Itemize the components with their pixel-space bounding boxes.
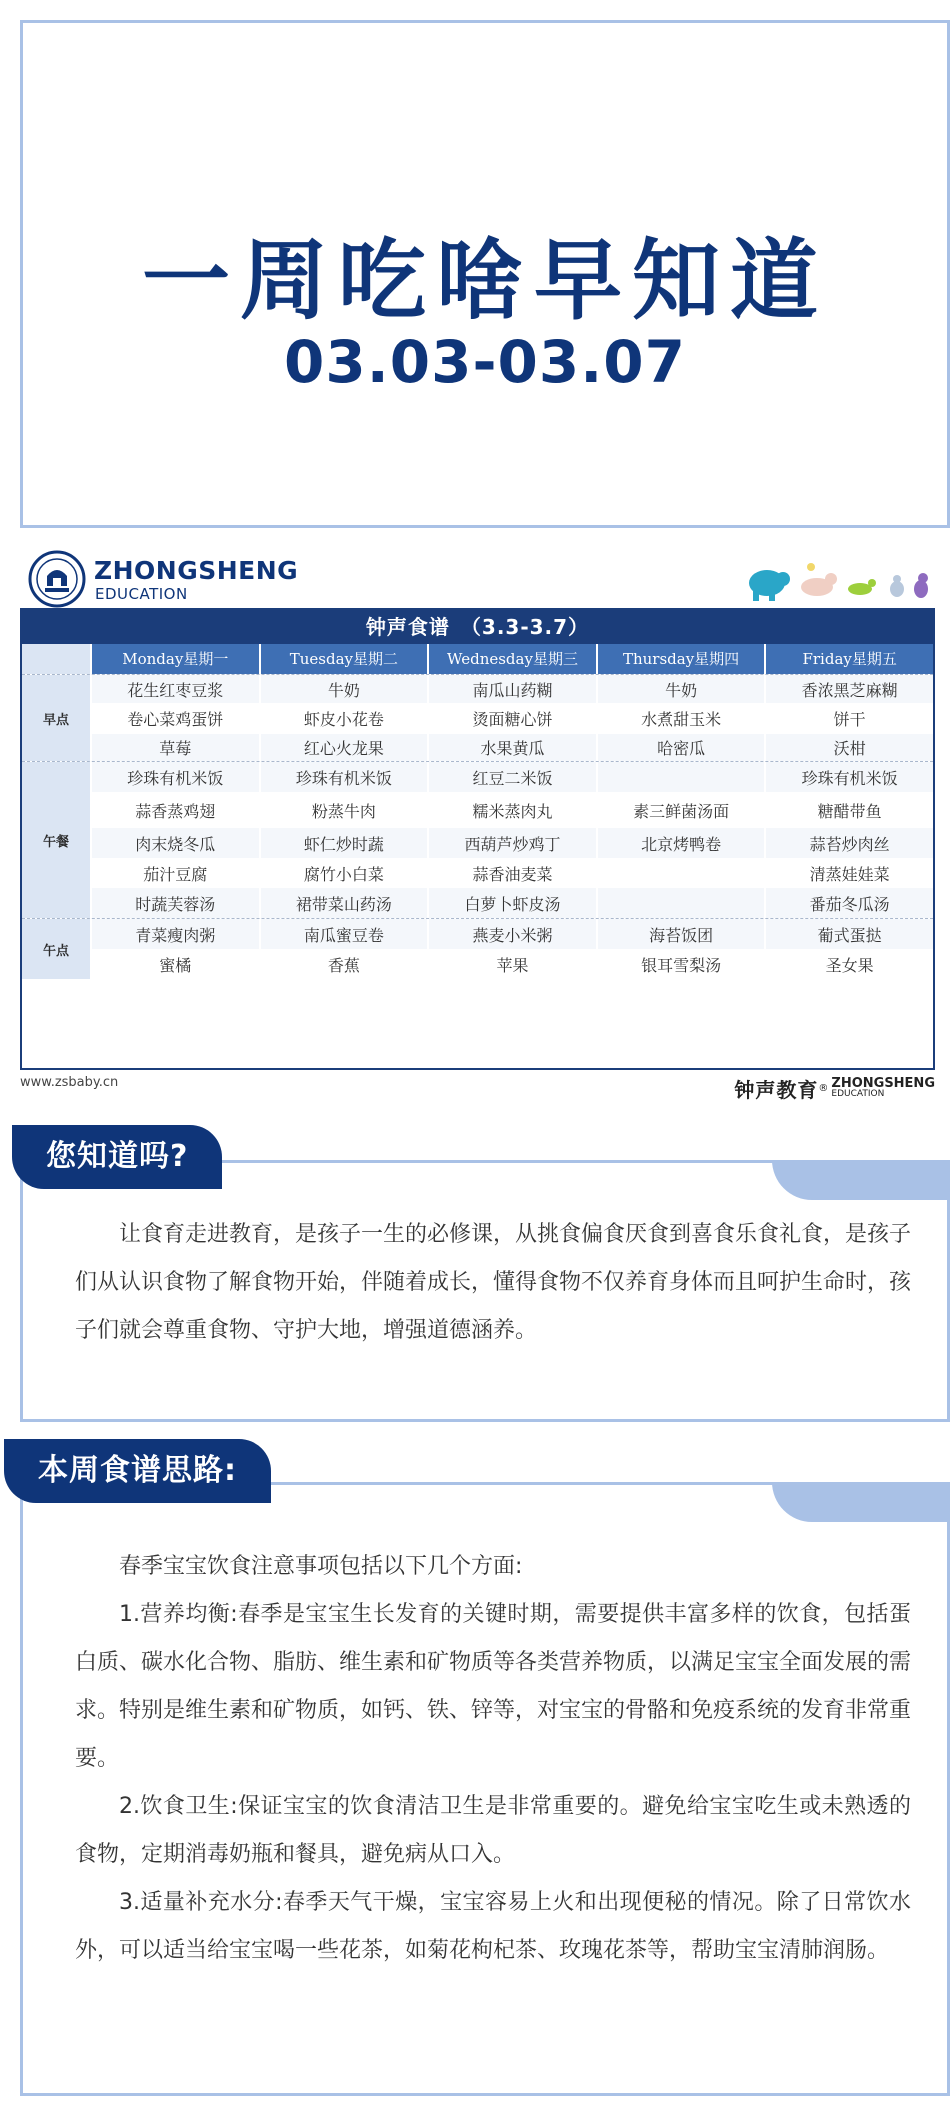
menu-cell: 红心火龙果 [259,734,428,761]
menu-cell: 香蕉 [259,949,428,979]
menu-cell: 蜜橘 [90,949,259,979]
day-header: Wednesday星期三 [427,644,596,674]
menu-cell: 花生红枣豆浆 [90,675,259,703]
day-header: Monday星期一 [90,644,259,674]
menu-cell: 虾皮小花卷 [259,703,428,734]
menu-cell: 腐竹小白菜 [259,858,428,888]
menu-cell: 肉末烧冬瓜 [90,828,259,858]
menu-cell: 水果黄瓜 [427,734,596,761]
menu-cell: 粉蒸牛肉 [259,792,428,828]
menu-cell: 白萝卜虾皮汤 [427,888,596,918]
meal-section [22,761,933,918]
menu-cell: 糖醋带鱼 [764,792,933,828]
brand-cn: 钟声教育 [734,1077,819,1102]
meal-label: 早点 [22,675,90,761]
menu-cell: 时蔬芙蓉汤 [90,888,259,918]
menu-cell: 南瓜山药糊 [427,675,596,703]
menu-cell: 蒜香油麦菜 [427,858,596,888]
menu-cell: 燕麦小米粥 [427,919,596,949]
table-row [90,888,933,918]
menu-cell: 糯米蒸肉丸 [427,792,596,828]
menu-cell: 北京烤鸭卷 [596,828,765,858]
menu-cell: 茄汁豆腐 [90,858,259,888]
footer-brand [734,1073,935,1103]
table-row [90,919,933,949]
menu-idea-box [20,1482,950,2096]
menu-cell: 葡式蛋挞 [764,919,933,949]
logo-strip [20,548,935,608]
did-you-know-text-block [75,1211,911,1355]
brand-en-sub: EDUCATION [831,1089,885,1099]
table-row [90,703,933,734]
menu-cell: 水煮甜玉米 [596,703,765,734]
menu-cell: 蒜苔炒肉丝 [764,828,933,858]
menu-body [22,674,933,979]
menu-cell: 圣女果 [764,949,933,979]
did-you-know-heading: 您知道吗? [12,1125,222,1189]
day-header: Thursday星期四 [596,644,765,674]
table-row [90,734,933,761]
menu-cell: 红豆二米饭 [427,762,596,792]
menu-cell: 素三鲜菌汤面 [596,792,765,828]
table-row [90,792,933,828]
menu-cell: 烫面糖心饼 [427,703,596,734]
table-row [90,675,933,703]
menu-cell [596,858,765,888]
page-title: 一周吃啥早知道 [141,229,828,332]
school-emblem-icon [28,550,86,608]
menu-cell: 草莓 [90,734,259,761]
menu-cell: 青菜瘦肉粥 [90,919,259,949]
menu-cell: 海苔饭团 [596,919,765,949]
menu-cell: 虾仁炒时蔬 [259,828,428,858]
date-range: 03.03-03.07 [284,328,686,396]
menu-cell: 珍珠有机米饭 [90,762,259,792]
menu-idea-point: 3.适量补充水分:春季天气干燥，宝宝容易上火和出现便秘的情况。除了日常饮水外，可以适当给宝宝喝一些花茶，如菊花枸杞茶、玫瑰花茶等，帮助宝宝清肺润肠。 [75,1890,911,1963]
menu-day-header [22,644,933,674]
table-row [90,858,933,888]
menu-cell: 饼干 [764,703,933,734]
meal-grid [90,675,933,761]
menu-cell: 珍珠有机米饭 [259,762,428,792]
menu-idea-heading: 本周食谱思路: [4,1439,271,1503]
menu-cell: 哈密瓜 [596,734,765,761]
menu-cell [596,888,765,918]
website-url: www.zsbaby.cn [20,1075,119,1090]
menu-cell: 西葫芦炒鸡丁 [427,828,596,858]
table-row [90,828,933,858]
menu-cell: 香浓黑芝麻糊 [764,675,933,703]
meal-section [22,674,933,761]
menu-cell: 裙带菜山药汤 [259,888,428,918]
menu-cell: 番茄冬瓜汤 [764,888,933,918]
corner-decoration [772,1482,950,1522]
menu-cell: 蒜香蒸鸡翅 [90,792,259,828]
brand-name: ZHONGSHENG [94,556,299,585]
menu-table [20,608,935,1070]
menu-cell: 银耳雪梨汤 [596,949,765,979]
meal-section [22,918,933,979]
corner-decoration [772,1160,950,1200]
meal-label: 午点 [22,919,90,979]
registered-mark: ® [818,1082,829,1094]
hero-card [20,20,950,528]
brand-subtitle: EDUCATION [95,585,188,603]
menu-idea-point: 2.饮食卫生:保证宝宝的饮食清洁卫生是非常重要的。避免给宝宝吃生或未熟透的食物，定期消毒奶瓶和餐具，避免病从口入。 [75,1794,911,1867]
menu-cell: 南瓜蜜豆卷 [259,919,428,949]
menu-cell: 牛奶 [259,675,428,703]
brand-en: ZHONGSHENG [831,1076,935,1091]
menu-idea-intro: 春季宝宝饮食注意事项包括以下几个方面: [119,1554,523,1579]
menu-cell: 苹果 [427,949,596,979]
did-you-know-text: 让食育走进教育，是孩子一生的必修课，从挑食偏食厌食到喜食乐食礼食，是孩子们从认识食物了解食物开始，伴随着成长，懂得食物不仅养育身体而且呵护生命时，孩子们就会尊重食物、守护大地，增强道德涵养。 [75,1222,912,1343]
menu-idea-point: 1.营养均衡:春季是宝宝生长发育的关键时期，需要提供丰富多样的饮食，包括蛋白质、碳水化合物、脂肪、维生素和矿物质等各类营养物质，以满足宝宝全面发展的需求。特别是维生素和矿物质，如钙、铁、锌等，对宝宝的骨骼和免疫系统的发育非常重要。 [75,1602,912,1771]
menu-cell: 沃柑 [764,734,933,761]
menu-cell: 珍珠有机米饭 [764,762,933,792]
header-corner [22,644,90,674]
did-you-know-box [20,1160,950,1422]
menu-title: 钟声食谱 （3.3-3.7） [22,610,933,644]
meal-grid [90,762,933,918]
menu-cell: 清蒸娃娃菜 [764,858,933,888]
brand-en-block [831,1077,935,1099]
animal-silhouettes-icon [745,553,935,603]
table-row [90,762,933,792]
meal-grid [90,919,933,979]
day-header: Tuesday星期二 [259,644,428,674]
menu-cell: 牛奶 [596,675,765,703]
day-header: Friday星期五 [764,644,933,674]
menu-idea-text-block [75,1543,911,1975]
menu-cell: 卷心菜鸡蛋饼 [90,703,259,734]
table-row [90,949,933,979]
meal-label: 午餐 [22,762,90,918]
menu-cell [596,762,765,792]
